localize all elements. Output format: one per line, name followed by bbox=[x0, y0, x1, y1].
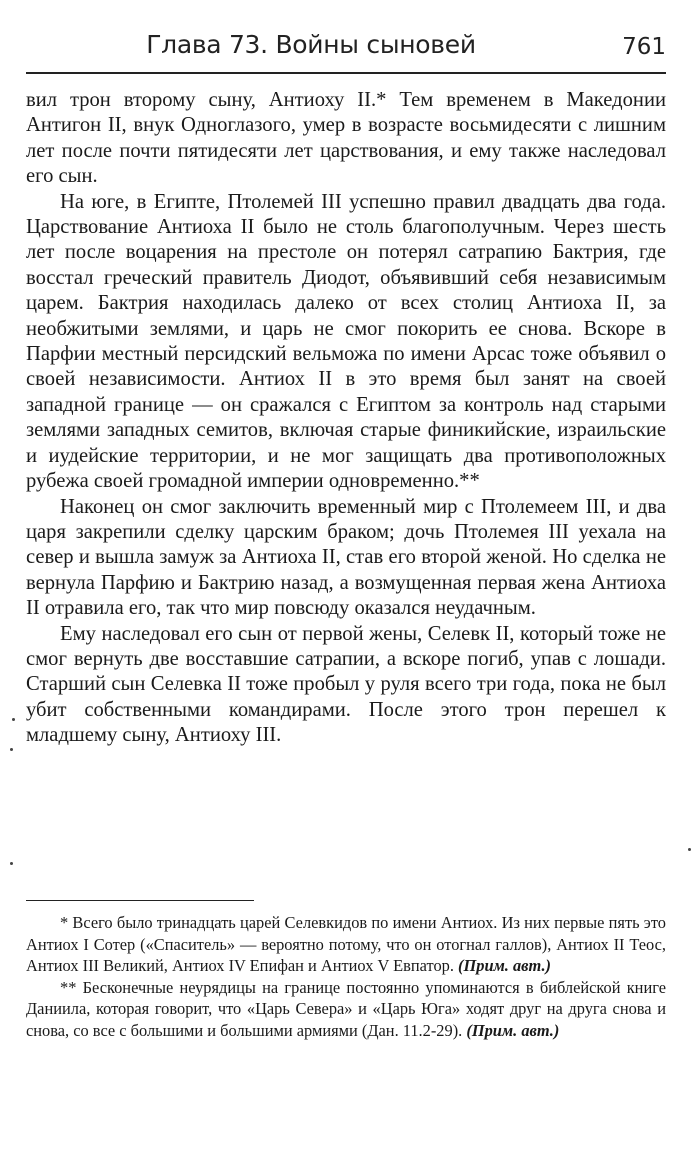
main-text bbox=[26, 88, 666, 749]
scan-speck bbox=[10, 862, 13, 865]
scan-speck bbox=[10, 748, 13, 751]
scan-speck bbox=[688, 848, 691, 851]
footnote-text: ** Бесконечные неурядицы на границе постоянно упоминаются в библейской книге Даниила, которая говорит, что «Царь Севера» и «Царь Юга» ходят друг на друга снова и снова, со все с большими и большими армиями (Дан. 11.2-29). bbox=[26, 977, 666, 1040]
running-header bbox=[26, 28, 666, 68]
header-rule bbox=[26, 72, 666, 74]
author-note-tag: (Прим. авт.) bbox=[466, 1020, 560, 1040]
paragraph: вил трон второму сыну, Антиоху II.* Тем временем в Македонии Антигон II, внук Одноглазого, умер в возрасте восьмидесяти с лишним лет после почти пятидесяти лет царствования, и ему также наследовал его сын. bbox=[26, 89, 666, 188]
author-note-tag: (Прим. авт.) bbox=[458, 956, 552, 976]
footnote-rule bbox=[26, 900, 254, 901]
paragraph: Наконец он смог заключить временный мир с Птолемеем III, и два царя закрепили сделку царским браком; дочь Птолемея III уехала на север и вышла замуж за Антиоха II, став его второй женой. Но сделка не вернула Парфию и Бактрию назад, а возмущенная первая жена Антиоха II отравила его, так что мир повсюду оказался неудачным. bbox=[26, 495, 666, 620]
scan-speck bbox=[12, 718, 15, 721]
footnote bbox=[26, 912, 666, 977]
footnotes bbox=[26, 912, 666, 1042]
paragraph: На юге, в Египте, Птолемей III успешно правил двадцать два года. Царствование Антиоха II было не столь благополучным. Через шесть лет после воцарения на престоле он потерял сатрапию Бактрия, где восстал греческий правитель Диодот, объявивший себя независимым царем. Бактрия находилась далеко от всех столиц Антиоха II, за необжитыми землями, и царь не смог покорить ее снова. Вскоре в Парфии местный персидский вельможа по имени Арсас тоже объявил о своей независимости. Антиох II в это время был занят на своей западной границе — он сражался с Египтом за контроль над старыми землями западных семитов, включая старые финикийские, израильские и иудейские территории, и не мог защищать два противоположных рубежа своей громадной империи одновременно.** bbox=[26, 190, 666, 493]
page-number: 761 bbox=[622, 34, 666, 60]
paragraph: Ему наследовал его сын от первой жены, Селевк II, который тоже не смог вернуть две восставшие сатрапии, а вскоре погиб, упав с лошади. Старший сын Селевка II тоже пробыл у руля всего три года, пока не был убит собственными командирами. После этого трон перешел к младшему сыну, Антиоху III. bbox=[26, 622, 666, 747]
footnote-text: * Всего было тринадцать царей Селевкидов по имени Антиох. Из них первые пять это Антиох I Сотер («Спаситель» — вероятно потому, что он отогнал галлов), Антиох II Теос, Антиох III Великий, Антиох IV Епифан и Антиох V Евпатор. bbox=[26, 913, 666, 976]
chapter-title: Глава 73. Войны сыновей bbox=[146, 30, 476, 59]
footnote bbox=[26, 977, 666, 1042]
